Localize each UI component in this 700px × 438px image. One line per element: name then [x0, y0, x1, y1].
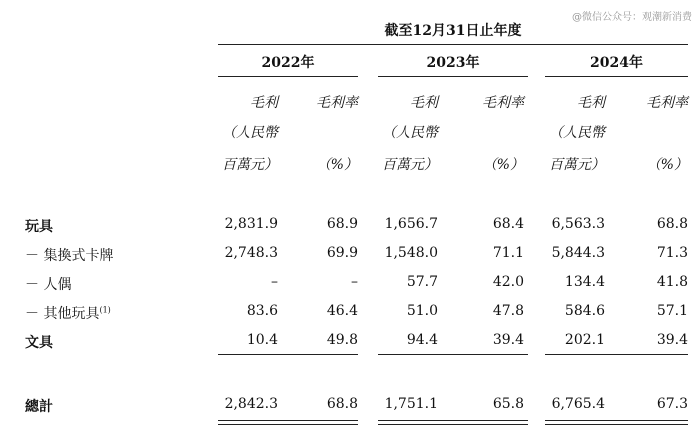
row-label — [25, 332, 53, 352]
unit-million-2022: 百萬元） — [222, 157, 278, 173]
year-2023: 2023年 — [426, 55, 480, 71]
cell-gp-2022: 2,748.3 — [224, 245, 278, 261]
total-margin-2024: 67.3 — [656, 396, 688, 412]
watermark: @微信公众号：观潮新消费 — [572, 12, 692, 23]
cell-margin-2023: 47.8 — [492, 303, 524, 319]
total-margin-2022: 68.8 — [326, 396, 358, 412]
year-underline-2023 — [378, 76, 528, 77]
subtotal-line-2024 — [545, 354, 688, 355]
cell-margin-2023: 42.0 — [492, 274, 524, 290]
cell-gp-2024: 202.1 — [564, 332, 605, 348]
unit-million-2024: 百萬元） — [549, 157, 605, 173]
year-2022: 2022年 — [261, 55, 315, 71]
subtotal-line-2023 — [378, 354, 528, 355]
total-gp-2022: 2,842.3 — [224, 396, 278, 412]
unit-rmb-2024: （人民幣 — [549, 125, 605, 141]
cell-margin-2022: 49.8 — [326, 332, 358, 348]
total-gp-2023: 1,751.1 — [384, 396, 438, 412]
cell-margin-2023: 68.4 — [492, 216, 524, 232]
period-header: 截至12月31日止年度 — [384, 23, 522, 39]
cell-margin-2024: 71.3 — [656, 245, 688, 261]
total-double-line-2023-a — [378, 420, 528, 421]
cell-gp-2023: 1,548.0 — [384, 245, 438, 261]
cell-gp-2022: 10.4 — [246, 332, 278, 348]
col-gross-profit-2023: 毛利 — [410, 95, 438, 111]
cell-margin-2023: 39.4 — [492, 332, 524, 348]
cell-gp-2024: 6,563.3 — [551, 216, 605, 232]
cell-margin-2024: 39.4 — [656, 332, 688, 348]
col-margin-2023: 毛利率 — [482, 95, 524, 111]
cell-gp-2022: – — [271, 274, 278, 290]
unit-pct-2024: （%） — [646, 157, 688, 173]
subtotal-line-2022 — [218, 354, 358, 355]
period-underline — [218, 44, 688, 45]
col-margin-2022: 毛利率 — [316, 95, 358, 111]
cell-margin-2024: 68.8 — [656, 216, 688, 232]
row-label-text: 文具 — [25, 335, 53, 351]
footnote-marker: (1) — [99, 305, 111, 315]
total-double-line-2022-a — [218, 420, 358, 421]
cell-margin-2024: 41.8 — [656, 274, 688, 290]
cell-margin-2022: – — [351, 274, 358, 290]
row-label-text: 玩具 — [25, 219, 53, 235]
unit-rmb-2023: （人民幣 — [382, 125, 438, 141]
total-double-line-2023-b — [378, 424, 528, 425]
total-double-line-2022-b — [218, 424, 358, 425]
row-label-text: － 人偶 — [25, 277, 72, 293]
row-label — [25, 216, 53, 236]
col-margin-2024: 毛利率 — [646, 95, 688, 111]
year-underline-2024 — [545, 76, 688, 77]
cell-gp-2023: 51.0 — [406, 303, 438, 319]
col-gross-profit-2024: 毛利 — [577, 95, 605, 111]
unit-pct-2023: （%） — [482, 157, 524, 173]
cell-margin-2022: 46.4 — [326, 303, 358, 319]
total-label: 總計 — [25, 399, 53, 415]
cell-margin-2023: 71.1 — [492, 245, 524, 261]
unit-pct-2022: （%） — [316, 157, 358, 173]
row-label — [25, 245, 113, 265]
unit-million-2023: 百萬元） — [382, 157, 438, 173]
total-double-line-2024-b — [545, 424, 688, 425]
cell-margin-2022: 69.9 — [326, 245, 358, 261]
row-label-text: － 集換式卡牌 — [25, 248, 114, 264]
row-label — [25, 303, 111, 323]
total-margin-2023: 65.8 — [492, 396, 524, 412]
row-label — [25, 274, 71, 294]
cell-gp-2022: 83.6 — [246, 303, 278, 319]
year-underline-2022 — [218, 76, 358, 77]
row-label-text: － 其他玩具 — [25, 306, 100, 322]
cell-gp-2022: 2,831.9 — [224, 216, 278, 232]
cell-gp-2024: 584.6 — [564, 303, 605, 319]
total-gp-2024: 6,765.4 — [551, 396, 605, 412]
cell-gp-2023: 1,656.7 — [384, 216, 438, 232]
unit-rmb-2022: （人民幣 — [222, 125, 278, 141]
col-gross-profit-2022: 毛利 — [250, 95, 278, 111]
cell-margin-2024: 57.1 — [656, 303, 688, 319]
cell-gp-2024: 5,844.3 — [551, 245, 605, 261]
total-double-line-2024-a — [545, 420, 688, 421]
year-2024: 2024年 — [590, 55, 643, 71]
cell-gp-2024: 134.4 — [564, 274, 605, 290]
cell-margin-2022: 68.9 — [326, 216, 358, 232]
cell-gp-2023: 94.4 — [406, 332, 438, 348]
cell-gp-2023: 57.7 — [406, 274, 438, 290]
